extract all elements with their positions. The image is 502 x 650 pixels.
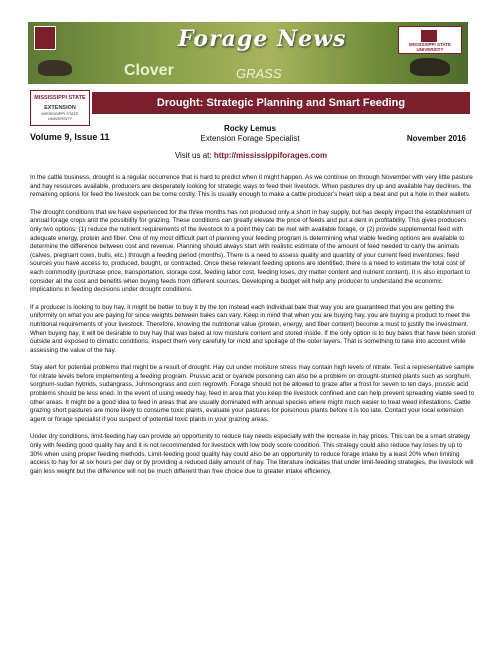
clover-label: Clover [124, 62, 174, 79]
paragraph: In the cattle business, drought is a regular occurrence that is hard to predict when it might happen. As we continue on through November with very little pasture and hay resources available, producers are desperately looking for strategic ways to feed their livestock. When pastures dry up and available hay declines, the remaining options for feed the livestock can be come costly. This is usually enough to make a cattle producer's heart skip a beat and put a hole in their wallets. [30, 174, 473, 199]
website-link[interactable]: http://mississippiforages.com [213, 151, 328, 160]
msu-logo: MISSISSIPPI STATE UNIVERSITY [398, 26, 462, 54]
issue-date: November 2016 [406, 134, 466, 143]
visit-prefix: Visit us at: [174, 151, 214, 160]
visit-line [120, 151, 382, 160]
grass-label: GRASS [236, 66, 282, 81]
masthead-banner [28, 22, 468, 84]
article-title-bar: Drought: Strategic Planning and Smart Feeding [92, 92, 470, 114]
logo-line-1: MISSISSIPPI STATE [34, 95, 86, 101]
paragraph: If a producer is looking to buy hay, it might be better to buy it by the ton instead each individual bale that way you are guaranteed that you are getting the uniformity on what you are paying for since weights between bales can vary. Keep in mind that when you are buying hay, you are buying a product to meet the nutritional requirements of your livestock. Therefore, knowing the nutritional value (protein, energy, and fiber content) become a must to justify the investment. When buying hay, it will be desirable to buy hay that was baled at low moisture content and stored inside. If the only option is to buy bales that have been stored outside and exposed to climatic conditions, inspect them very carefully for mold and spoilage of the outer layers. That is something to take into account while assessing the value of the hay. [30, 303, 476, 354]
author-role: Extension Forage Specialist [200, 134, 300, 143]
paragraph: The drought conditions that we have experienced for the three months has not produced only a short in hay supply, but has deeply impact the establishment of annual forage crops and the possibility for grazing. These conditions can greatly elevate the price of feeds and put a dent in profitability. This gives producers only two options: (1) reduce the nutrient requirements of the livestock to a point they can be met with available forage, or (2) provide supplemental feed with adequate energy, protein and fiber. One of my most difficult part of planning your feeding program is determining what viable feeding options are available to determine the difference between cost and revenue. Planning should always start with realistic estimate of the amount of feed needed to carry the animals (calves, pregnant cows, bulls, etc.) through a feeding period (months). There is a need to assess quality and quantity of your current feed inventories; feed sources you have access to, produced, bought, or contracted. Once these relevant feeding options are identified, there is a need to estimate the total cost of each commodity (purchase price, transportation, storage cost, feeding labor cost, feeding loses, dry matter content and nutrient content). It is also important to consider all the cost and benefits when buying feeds from different sources. Developing a budget will help any producer to understand the economic implications in feeding decisions under drought conditions. [30, 208, 472, 294]
extension-logo [30, 90, 90, 126]
newsletter-title: Forage News [178, 26, 347, 52]
article-body [30, 174, 476, 485]
author-name: Rocky Lemus [223, 124, 277, 133]
msu-logo-icon [421, 30, 437, 42]
paragraph: Under dry conditions, limit-feeding hay can provide an opportunity to reduce hay needs especially with the increase in hay prices. This can be a smart strategy only with feeding good quality hay and it is not recommended for livestock with low body score condition. This strategy could also reduce hay loses by up to 30% when using proper feeding methods. Limit-feeding good quality hay could also be an opportunity to reduce forage intake by a least 20% when limiting access to hay for at six hours per day or by providing a reduced daily amount of hay. The literature indicates that under limit-feeding strategies, the livestock will gain less weight but the difference will not be much different than free choice due to greater intake efficiency. [30, 433, 474, 475]
state-logo-icon [34, 26, 56, 50]
paragraph: Stay alert for potential problems that might be a result of drought. Hay cut under moisture stress may contain high levels of nitrate. Test a representative sample for nitrate levels before implementing a feeding program. Prussic acid or cyanide poisoning can also be a problem on drought-stunted plants such as sorghum, sorghum-sudan hybrids, sudangrass, Johnsongrass and corn regrowth. Forage should not be allowed to graze after a frost for seven to ten days, prussic acid problems should be less ened. In the event of using weedy hay, feed in area that you keep the livestock confined and can help prevent spreading viable seed to other areas. It might be a good idea to feed in areas that are usually dominated with annual species where might much easier to treat weed infestations. Cattle grazing short pastures are more likely to consume toxic plants, evaluate your pastures for poisonous plants before it is too late. Contact your local extension agent or forage specialist if you suspect of potential toxic plants in your grazing areas. [30, 364, 475, 423]
volume-issue: Volume 9, Issue 11 [30, 132, 110, 142]
logo-line-3: MISSISSIPPI STATE UNIVERSITY [41, 111, 79, 121]
horse-image [410, 58, 450, 76]
cattle-image [38, 60, 72, 76]
logo-line-2: EXTENSION [44, 105, 76, 111]
